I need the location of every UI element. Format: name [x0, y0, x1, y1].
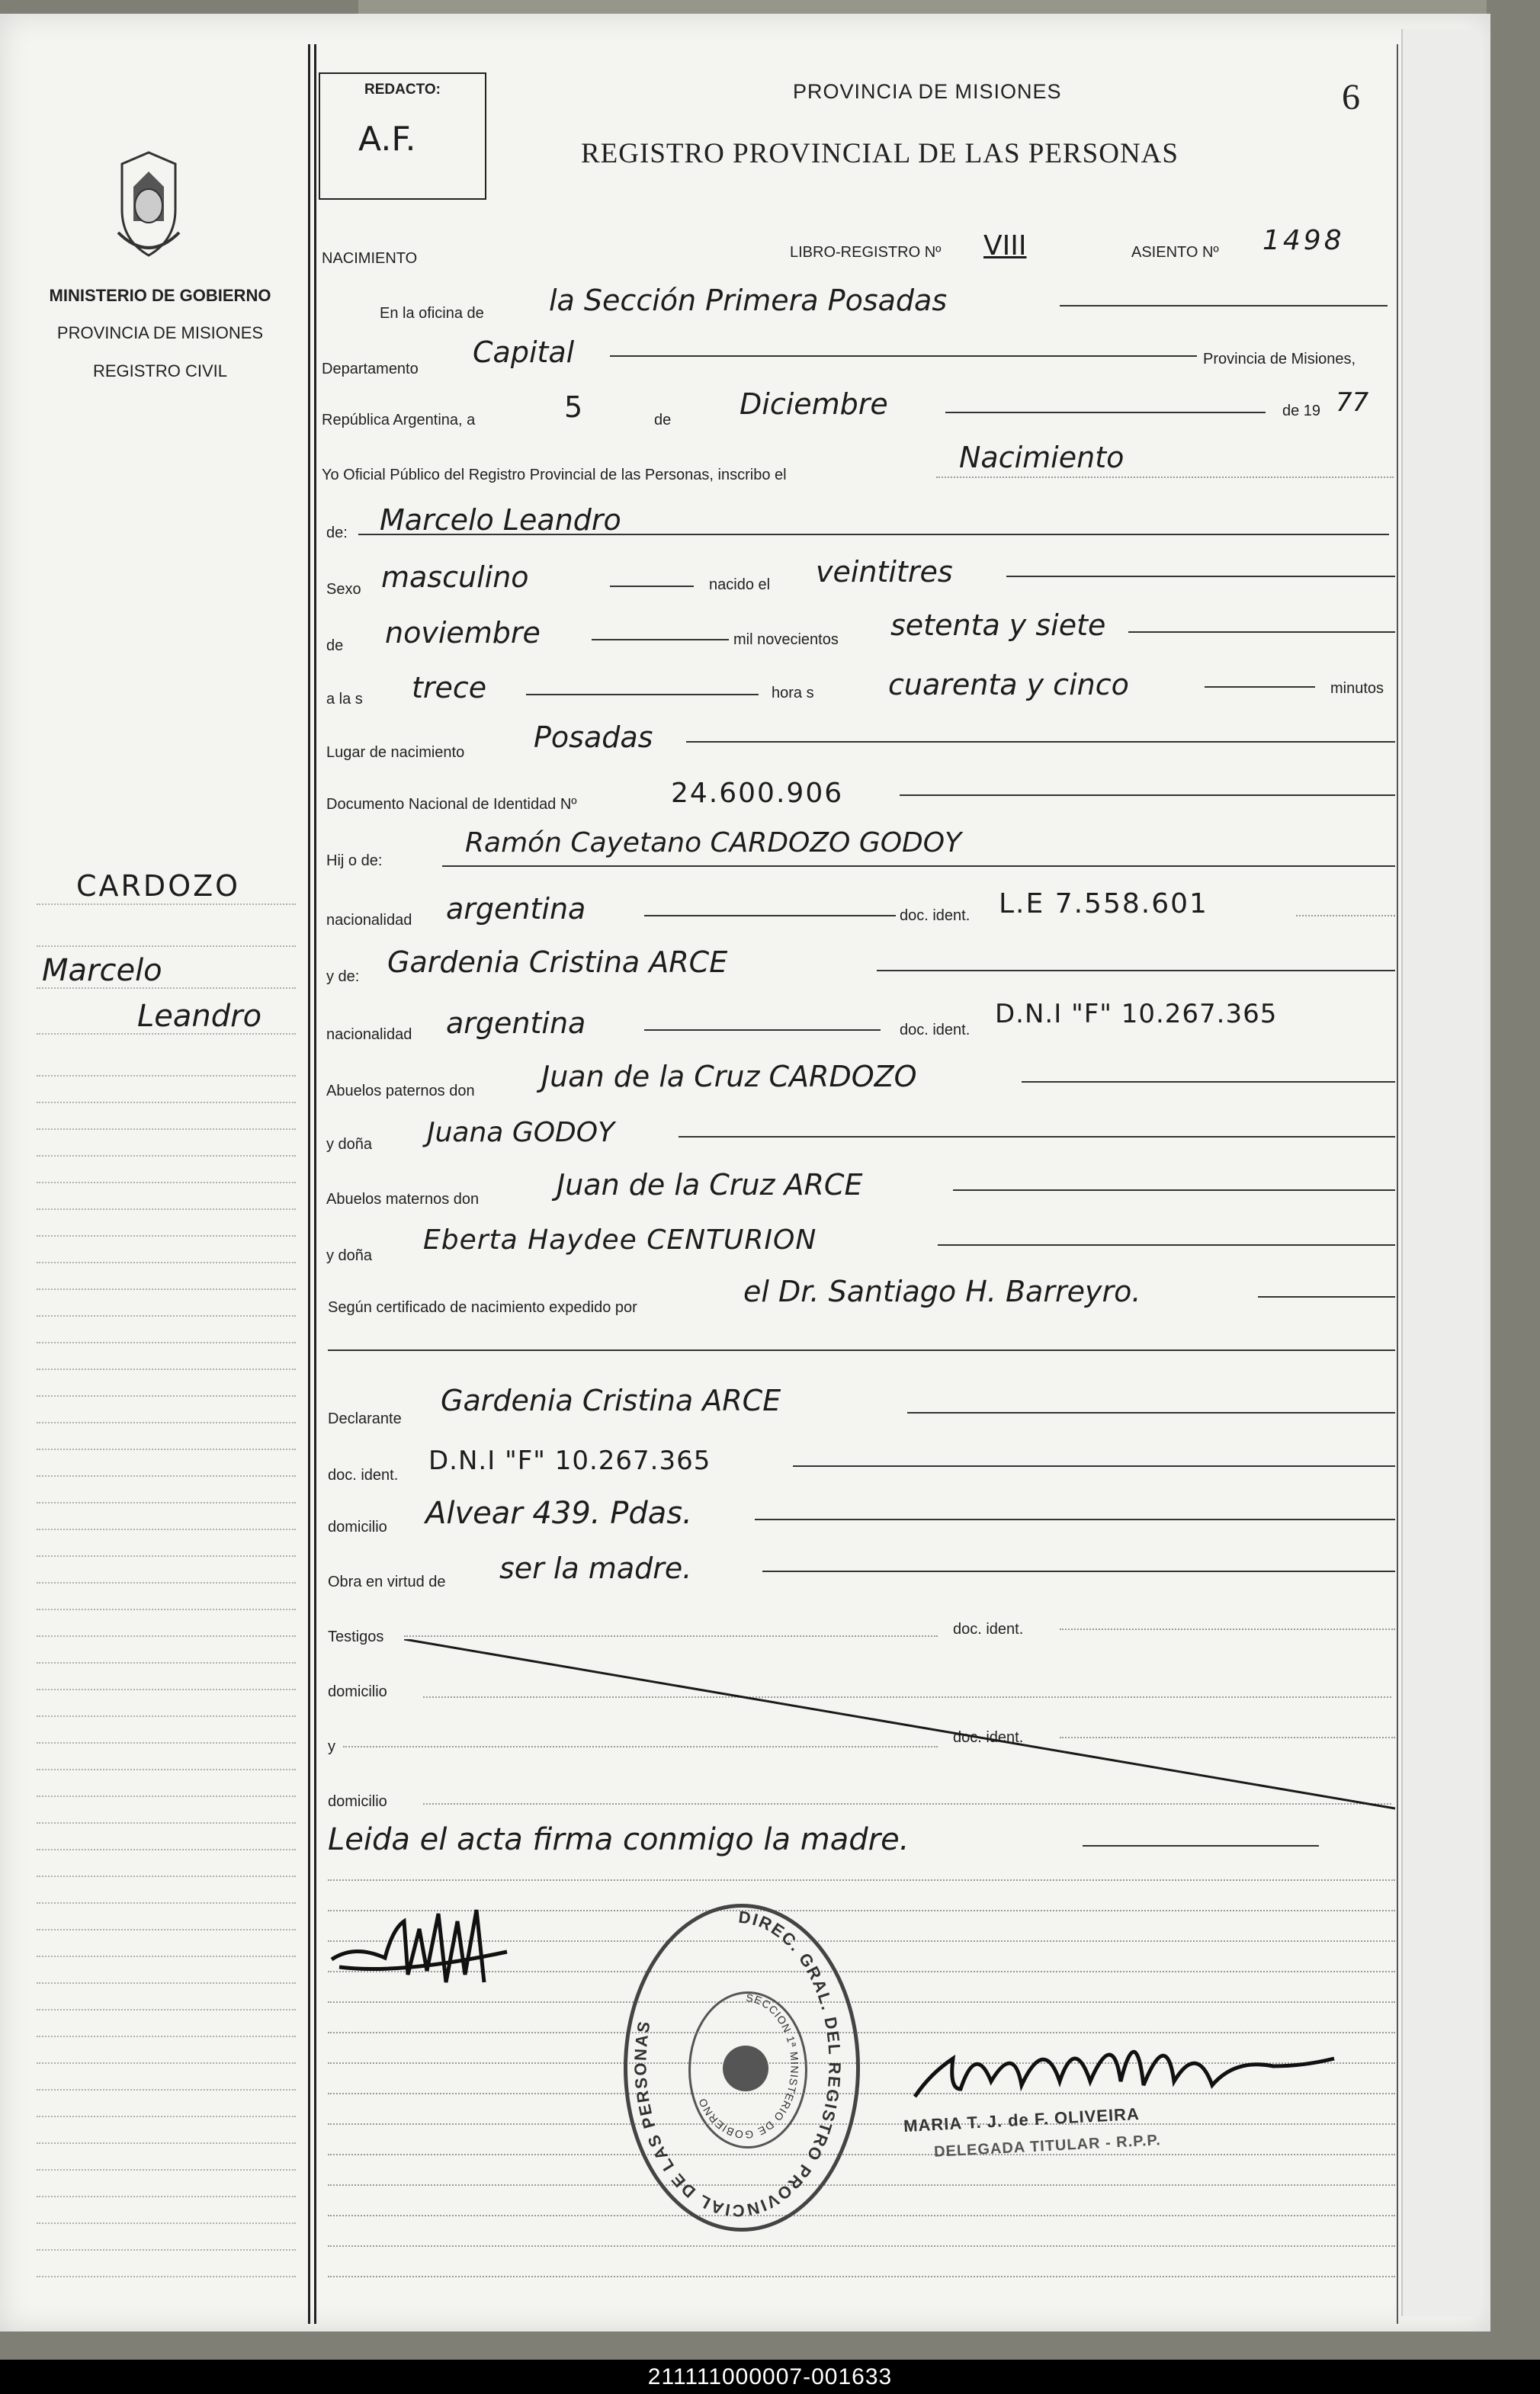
doc-t1-label: doc. ident.: [953, 1621, 1024, 1638]
am-value: Juan de la Cruz ARCE: [557, 1168, 863, 1202]
registry-label: REGISTRO CIVIL: [92, 361, 228, 380]
cert-value: el Dr. Santiago H. Barreyro.: [743, 1275, 1141, 1308]
dom-value: Alvear 439. Pdas.: [425, 1496, 692, 1531]
sexo-label: Sexo: [326, 581, 361, 598]
provincia-suffix: Provincia de Misiones,: [1203, 351, 1356, 367]
doc-t2-label: doc. ident.: [953, 1729, 1024, 1746]
testigos-line: [404, 1635, 938, 1637]
lugar-label: Lugar de nacimiento: [326, 744, 465, 761]
ap-line: [1022, 1081, 1395, 1083]
year-label: de 19: [1282, 403, 1321, 419]
de2-label: de:: [326, 525, 348, 541]
cert-line: [1258, 1296, 1395, 1298]
nacido-label: nacido el: [709, 576, 771, 593]
yde-label: y de:: [326, 968, 360, 985]
nac2-line: [644, 1029, 881, 1031]
header-province: PROVINCIA DE MISIONES: [793, 80, 1062, 103]
departamento-label: Departamento: [322, 361, 419, 377]
redacto-label: REDACTO:: [364, 82, 441, 98]
ydona1-line: [679, 1136, 1395, 1138]
declarante-value: Gardenia Cristina ARCE: [441, 1384, 781, 1417]
oficial-value: Nacimiento: [959, 441, 1125, 474]
de3-label: de: [326, 637, 344, 654]
obra-value: ser la madre.: [499, 1552, 692, 1585]
hora-value: trece: [412, 671, 487, 704]
official-title: DELEGADA TITULAR - R.P.P.: [933, 2132, 1162, 2161]
nac2-label: nacionalidad: [326, 1026, 412, 1043]
sexo-line: [610, 586, 694, 587]
nacido-value: veintitres: [816, 555, 953, 589]
ministry-label: MINISTERIO DE GOBIERNO: [49, 286, 271, 305]
nac1-line: [644, 915, 896, 916]
declarante-line: [907, 1412, 1395, 1414]
name-line: [358, 534, 1389, 535]
asiento-label: ASIENTO Nº: [1131, 244, 1219, 261]
doc1-label: doc. ident.: [900, 907, 971, 924]
mother-line: [877, 970, 1395, 971]
lugar-line: [686, 741, 1395, 743]
ap-value: Juan de la Cruz CARDOZO: [541, 1060, 917, 1093]
am-line: [953, 1189, 1395, 1191]
oficina-label: En la oficina de: [380, 305, 484, 322]
docd-line: [793, 1465, 1395, 1467]
dni-label: Documento Nacional de Identidad Nº: [326, 796, 577, 813]
mother-value: Gardenia Cristina ARCE: [387, 945, 728, 979]
header-registry: REGISTRO PROVINCIAL DE LAS PERSONAS: [581, 138, 1179, 169]
doc2-label: doc. ident.: [900, 1022, 971, 1038]
year-value: 77: [1336, 387, 1369, 418]
ap-label: Abuelos paternos don: [326, 1083, 475, 1099]
hora-line: [526, 694, 759, 695]
day-value: 5: [564, 390, 583, 424]
margin-surname: CARDOZO: [76, 869, 241, 903]
cert-line-2: [328, 1349, 1395, 1351]
province-label: PROVINCIA DE MISIONES: [56, 323, 264, 342]
libro-label: LIBRO-REGISTRO Nº: [790, 244, 942, 261]
next-page-edge: [1401, 29, 1479, 2316]
ydona2-line: [938, 1244, 1395, 1246]
declarant-signature: [324, 1898, 530, 2005]
ydona1-label: y doña: [326, 1136, 373, 1153]
dni-value: 24.600.906: [671, 778, 844, 809]
lugar-value: Posadas: [534, 720, 653, 754]
de-label: de: [654, 412, 672, 428]
margin-given-name-2: Leandro: [137, 999, 262, 1034]
dom-label: domicilio: [328, 1519, 387, 1536]
cancel-stroke: [404, 1639, 1403, 1816]
doc1-line: [1296, 915, 1395, 916]
docd-value: D.N.I "F" 10.267.365: [428, 1446, 711, 1476]
official-name: MARIA T. J. de F. OLIVEIRA: [903, 2104, 1141, 2136]
nac1-label: nacionalidad: [326, 912, 412, 929]
horas-label: hora s: [772, 685, 814, 701]
ydona2-value: Eberta Haydee CENTURION: [423, 1224, 817, 1256]
name-value: Marcelo Leandro: [380, 503, 621, 537]
sexo-value: masculino: [381, 560, 529, 594]
nac1-value: argentina: [446, 892, 586, 926]
ydona2-label: y doña: [326, 1247, 373, 1264]
coat-of-arms-icon: [103, 149, 194, 263]
document-id-footer: 211111000007-001633: [0, 2360, 1540, 2394]
redacto-value: A.F.: [358, 120, 416, 159]
record-type-label: NACIMIENTO: [322, 250, 418, 267]
libro-value: VIII: [983, 230, 1027, 262]
minutos-label: minutos: [1330, 680, 1384, 697]
hijo-label: Hij o de:: [326, 852, 383, 869]
mil-label: mil novecientos: [733, 631, 839, 648]
cert-label: Según certificado de nacimiento expedido por: [328, 1299, 637, 1316]
margin-given-name-1: Marcelo: [42, 953, 162, 988]
stamp-inner-text: SECCION 1ª MINISTERIO DE GOBIERNO: [695, 1994, 801, 2142]
dom-t1-label: domicilio: [328, 1683, 387, 1700]
column-divider-left-inner: [314, 44, 316, 2324]
dom-line: [755, 1519, 1395, 1520]
oficial-line: [936, 477, 1394, 478]
doc1-value: L.E 7.558.601: [999, 888, 1208, 919]
father-value: Ramón Cayetano CARDOZO GODOY: [465, 827, 962, 858]
alas-label: a la s: [326, 691, 363, 708]
minutos-value: cuarenta y cinco: [888, 668, 1129, 701]
asiento-value: 1498: [1262, 225, 1345, 256]
obra-label: Obra en virtud de: [328, 1574, 446, 1590]
oficina-line: [1060, 305, 1388, 306]
oficial-label: Yo Oficial Público del Registro Provincial de las Personas, inscribo el: [322, 467, 787, 483]
oficina-value: la Sección Primera Posadas: [549, 284, 948, 317]
departamento-line: [610, 355, 1197, 357]
redacto-box: [319, 72, 486, 200]
column-divider-right: [1397, 44, 1398, 2324]
registry-stamp: [624, 1904, 860, 2232]
declarante-label: Declarante: [328, 1410, 402, 1427]
month-line: [945, 412, 1266, 413]
closing-line: [1083, 1845, 1319, 1847]
nacido-line: [1006, 576, 1395, 577]
minutos-line: [1205, 686, 1315, 688]
dni-line: [900, 794, 1395, 796]
stamp-outer-text: DIREC. GRAL. DEL REGISTRO PROVINCIAL DE LAS PERSONAS: [630, 1908, 845, 2220]
page-number: 6: [1342, 77, 1360, 117]
dom-t2-label: domicilio: [328, 1793, 387, 1810]
testigos-label: Testigos: [328, 1629, 384, 1645]
obra-line: [762, 1571, 1395, 1572]
y-label: y: [328, 1738, 335, 1755]
column-divider-left: [308, 44, 310, 2324]
month2-line: [592, 639, 729, 640]
am-label: Abuelos maternos don: [326, 1191, 480, 1208]
month-value: Diciembre: [740, 387, 888, 421]
closing-value: Leida el acta firma conmigo la madre.: [328, 1822, 910, 1857]
month2-value: noviembre: [385, 616, 541, 650]
departamento-value: Capital: [473, 335, 575, 369]
father-line: [442, 865, 1395, 867]
doc2-value: D.N.I "F" 10.267.365: [995, 999, 1278, 1029]
doc-t1-line: [1060, 1629, 1395, 1630]
docd-label: doc. ident.: [328, 1467, 399, 1484]
mil-line: [1128, 631, 1395, 633]
republica-label: República Argentina, a: [322, 412, 476, 428]
mil-value: setenta y siete: [890, 608, 1106, 642]
ydona1-value: Juana GODOY: [427, 1117, 615, 1148]
stamp-inner-ring: [688, 1991, 807, 2149]
nac2-value: argentina: [446, 1006, 586, 1040]
